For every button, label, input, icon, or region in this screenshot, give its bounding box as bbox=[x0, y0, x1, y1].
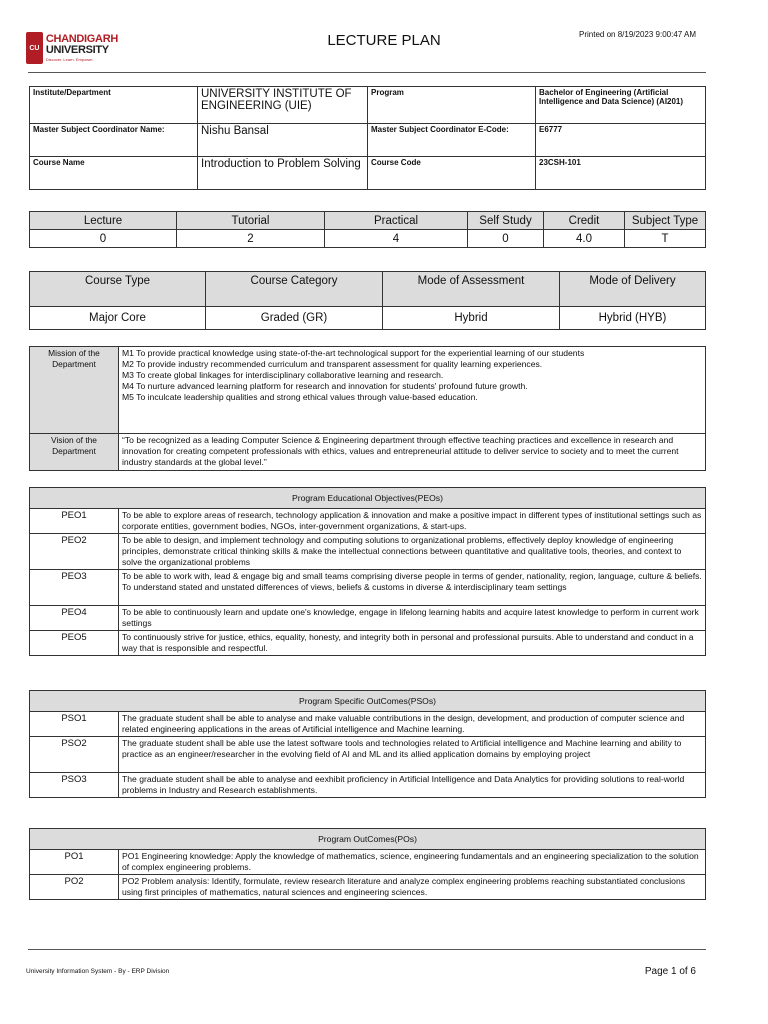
table-row bbox=[30, 737, 706, 773]
page-number: Page 1 of 6 bbox=[644, 966, 696, 977]
header-course-type: Course Type bbox=[30, 272, 206, 307]
footer-divider bbox=[28, 949, 706, 950]
logo-line2: UNIVERSITY bbox=[45, 44, 109, 56]
value-mode-delivery: Hybrid (HYB) bbox=[560, 307, 706, 330]
table-row bbox=[30, 307, 706, 330]
pso-text: The graduate student shall be able to analyse and eexhibit proficiency in Artificial Intelligence and Data Analytics for providing solutions to real-world problems in Industry and Research establishments. bbox=[119, 773, 706, 798]
logo-badge: CU bbox=[26, 32, 43, 64]
value-credit: 4.0 bbox=[544, 230, 625, 248]
value-mode-assessment: Hybrid bbox=[383, 307, 560, 330]
logo-line1: CHANDIGARH bbox=[45, 33, 118, 45]
dept-label: Institute/Department bbox=[30, 87, 198, 124]
mission-line: M4 To nurture advanced learning platform for research and innovation for students' profound future growth. bbox=[122, 381, 528, 391]
footer-system-name: University Information System - By - ERP Division bbox=[26, 968, 170, 975]
table-row bbox=[30, 534, 706, 570]
value-subject-type: T bbox=[625, 230, 706, 248]
po-title: Program OutComes(POs) bbox=[30, 829, 706, 850]
value-tutorial: 2 bbox=[177, 230, 325, 248]
peo-text: To be able to explore areas of research, technology application & innovation and make a positive impact in different types of institutional settings such as corporate entities, government bodies, NGOs, inter-government organizations, & start-ups. bbox=[119, 509, 706, 534]
value-practical: 4 bbox=[325, 230, 468, 248]
header-practical: Practical bbox=[325, 212, 468, 230]
pso-code: PSO3 bbox=[30, 773, 119, 798]
pso-code: PSO1 bbox=[30, 712, 119, 737]
mission-text bbox=[119, 347, 706, 434]
peo-table bbox=[29, 487, 706, 656]
pso-text: The graduate student shall be able to analyse and make valuable contributions in the design, development, and production of computer science and related engineering applications in the areas of Artificial intelligence and Machine learning. bbox=[119, 712, 706, 737]
logo-tagline: Discover. Learn. Empower. bbox=[45, 57, 94, 62]
header-subject-type: Subject Type bbox=[625, 212, 706, 230]
table-header-row bbox=[30, 272, 706, 307]
course-type-table bbox=[29, 271, 706, 330]
pso-code: PSO2 bbox=[30, 737, 119, 773]
value-self-study: 0 bbox=[468, 230, 544, 248]
table-row bbox=[30, 773, 706, 798]
mission-line: M1 To provide practical knowledge using state-of-the-art technological support for the experiential learning of our students bbox=[122, 348, 585, 358]
value-course-category: Graded (GR) bbox=[206, 307, 383, 330]
table-row bbox=[30, 157, 706, 190]
header-credit: Credit bbox=[544, 212, 625, 230]
header-lecture: Lecture bbox=[30, 212, 177, 230]
ecode-label: Master Subject Coordinator E-Code: bbox=[368, 124, 536, 157]
program-value: Bachelor of Engineering (Artificial Intelligence and Data Science) (AI201) bbox=[536, 87, 706, 124]
table-row bbox=[30, 347, 706, 434]
hours-table bbox=[29, 211, 706, 248]
peo-text: To be able to work with, lead & engage big and small teams comprising diverse people in terms of gender, nationality, region, language, culture & beliefs. To understand stated and unstated differences of views, beliefs & customs in diverse & interdisciplinary team settings bbox=[119, 570, 706, 606]
coordinator-label: Master Subject Coordinator Name: bbox=[30, 124, 198, 157]
coordinator-value: Nishu Bansal bbox=[198, 124, 368, 157]
peo-text: To be able to design, and implement technology and computing solutions to organizational problems, effectively deploy knowledge of engineering principles, demonstrate critical thinking skills & make the intellectual connections between quantitative and qualitative tools, theories, and context to solve the organizational problems bbox=[119, 534, 706, 570]
pso-table bbox=[29, 690, 706, 798]
peo-text: To be able to continuously learn and update one's knowledge, engage in lifelong learning habits and acquire latest knowledge to perform in current work settings bbox=[119, 606, 706, 631]
peo-code: PEO2 bbox=[30, 534, 119, 570]
mission-line: M3 To create global linkages for interdisciplinary collaborative learning and research. bbox=[122, 370, 444, 380]
po-text: PO2 Problem analysis: Identify, formulate, review research literature and analyze complex engineering problems reaching substantiated conclusions using first principles of mathematics, natural sciences and engineering sciences. bbox=[119, 875, 706, 900]
table-row bbox=[30, 230, 706, 248]
po-code: PO1 bbox=[30, 850, 119, 875]
mission-line: M5 To inculcate leadership qualities and strong ethical values through value-based education. bbox=[122, 392, 478, 402]
peo-code: PEO3 bbox=[30, 570, 119, 606]
table-row bbox=[30, 712, 706, 737]
printed-timestamp: Printed on 8/19/2023 9:00:47 AM bbox=[579, 30, 696, 39]
peo-code: PEO5 bbox=[30, 631, 119, 656]
table-row bbox=[30, 87, 706, 124]
course-name-label: Course Name bbox=[30, 157, 198, 190]
table-row bbox=[30, 434, 706, 471]
pso-title: Program Specific OutComes(PSOs) bbox=[30, 691, 706, 712]
course-info-table bbox=[29, 86, 706, 190]
program-label: Program bbox=[368, 87, 536, 124]
peo-code: PEO4 bbox=[30, 606, 119, 631]
header-self-study: Self Study bbox=[468, 212, 544, 230]
course-code-label: Course Code bbox=[368, 157, 536, 190]
table-row bbox=[30, 631, 706, 656]
table-row bbox=[30, 124, 706, 157]
vision-label: Vision of the Department bbox=[30, 434, 119, 471]
peo-title: Program Educational Objectives(PEOs) bbox=[30, 488, 706, 509]
value-lecture: 0 bbox=[30, 230, 177, 248]
course-name-value: Introduction to Problem Solving bbox=[198, 157, 368, 190]
table-row bbox=[30, 570, 706, 606]
po-text: PO1 Engineering knowledge: Apply the knowledge of mathematics, science, engineering fundamentals and an engineering specialization to the solution of complex engineering problems. bbox=[119, 850, 706, 875]
ecode-value: E6777 bbox=[536, 124, 706, 157]
header-mode-delivery: Mode of Delivery bbox=[560, 272, 706, 307]
header-mode-assessment: Mode of Assessment bbox=[383, 272, 560, 307]
peo-code: PEO1 bbox=[30, 509, 119, 534]
pso-text: The graduate student shall be able use the latest software tools and technologies related to Artificial intelligence and Machine learning and ability to practice as an engineer/researcher in the evolving field of AI and ML and its allied application domains by employing project bbox=[119, 737, 706, 773]
header-divider bbox=[28, 72, 706, 73]
vision-text: “To be recognized as a leading Computer Science & Engineering department through effective teaching practices and excellence in research and innovation for creating competent professionals with ethics, values and entrepreneurial attitude to deliver service to society and to meet the current industry standards at the global level.” bbox=[119, 434, 706, 471]
table-row bbox=[30, 850, 706, 875]
header-tutorial: Tutorial bbox=[177, 212, 325, 230]
page-title: LECTURE PLAN bbox=[327, 32, 441, 49]
course-code-value: 23CSH-101 bbox=[536, 157, 706, 190]
mission-line: M2 To provide industry recommended curriculum and transparent assessment for quality learning experiences. bbox=[122, 359, 543, 369]
table-row bbox=[30, 509, 706, 534]
po-table bbox=[29, 828, 706, 900]
table-row bbox=[30, 875, 706, 900]
peo-text: To continuously strive for justice, ethics, equality, honesty, and integrity both in personal and professional pursuits. Able to understand and conduct in a way that is responsible and respectful. bbox=[119, 631, 706, 656]
dept-value: UNIVERSITY INSTITUTE OF ENGINEERING (UIE) bbox=[198, 87, 368, 124]
table-row bbox=[30, 606, 706, 631]
po-code: PO2 bbox=[30, 875, 119, 900]
value-course-type: Major Core bbox=[30, 307, 206, 330]
mission-vision-table bbox=[29, 346, 706, 471]
header-course-category: Course Category bbox=[206, 272, 383, 307]
mission-label: Mission of the Department bbox=[30, 347, 119, 434]
table-header-row bbox=[30, 212, 706, 230]
